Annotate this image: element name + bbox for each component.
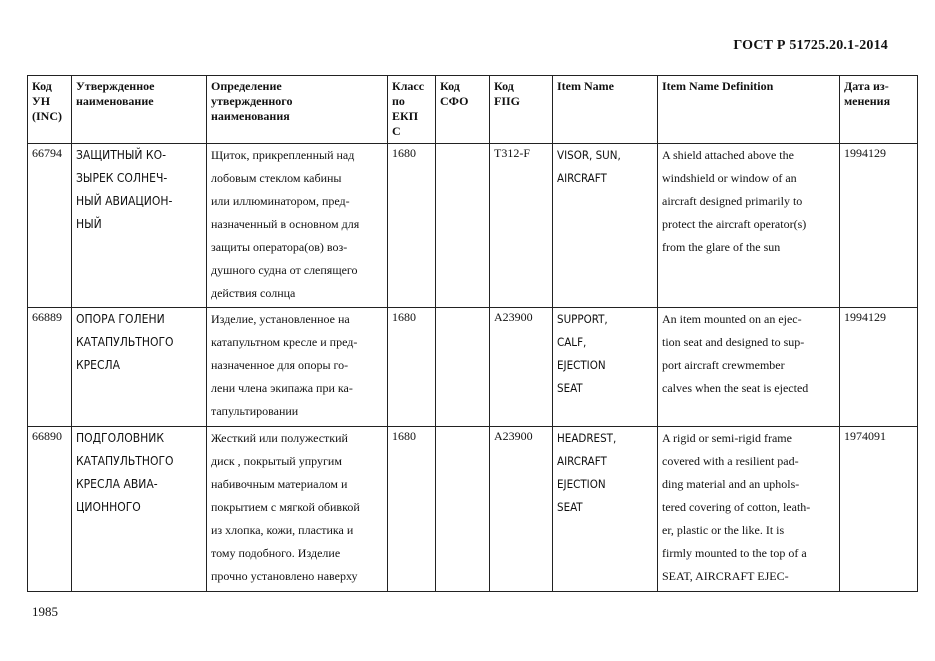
table-header-row xyxy=(28,76,918,144)
cell-change-date: 1974091 xyxy=(840,427,918,592)
cell-fiig-code: A23900 xyxy=(490,427,553,592)
page-number: 1985 xyxy=(32,604,58,619)
header-item-name: Item Name xyxy=(553,76,658,144)
header-sfo-code: Код СФО xyxy=(436,76,490,144)
document-code: ГОСТ Р 51725.20.1-2014 xyxy=(733,38,888,53)
cell-approved-name: ОПОРА ГОЛЕНИ КАТАПУЛЬТНОГО КРЕСЛА xyxy=(72,308,207,427)
cell-item-name: SUPPORT, CALF, EJECTION SEAT xyxy=(553,308,658,427)
cell-inc-code: 66794 xyxy=(28,144,72,308)
cell-inc-code: 66890 xyxy=(28,427,72,592)
cell-approved-name: ЗАЩИТНЫЙ КО- ЗЫРЕК СОЛНЕЧ- НЫЙ АВИАЦИОН- НЫЙ xyxy=(72,144,207,308)
cell-change-date: 1994129 xyxy=(840,144,918,308)
cell-fiig-code: A23900 xyxy=(490,308,553,427)
approved-names-table xyxy=(27,75,918,592)
cell-class: 1680 xyxy=(388,144,436,308)
cell-name-definition: Жесткий или полужесткий диск , покрытый упругим набивочным материалом и покрытием с мягкой обивкой из хлопка, кожи, пластика и тому подобного. Изделие прочно установлено наверху xyxy=(207,427,388,592)
header-name-definition: Определение утвержденного наименования xyxy=(207,76,388,144)
header-item-name-definition: Item Name Definition xyxy=(658,76,840,144)
cell-fiig-code: T312-F xyxy=(490,144,553,308)
cell-sfo-code xyxy=(436,427,490,592)
cell-sfo-code xyxy=(436,144,490,308)
cell-item-name-definition: An item mounted on an ejec- tion seat and designed to sup- port aircraft crewmember calves when the seat is ejected xyxy=(658,308,840,427)
table-row xyxy=(28,308,918,427)
cell-item-name-definition: A rigid or semi-rigid frame covered with a resilient pad- ding material and an uphols- tered covering of cotton, leath- er, plastic or the like. It is firmly mounted to the top of a SEAT, AIRCRAFT EJEC- xyxy=(658,427,840,592)
cell-name-definition: Щиток, прикрепленный над лобовым стеклом кабины или иллюминатором, пред- назначенный в основном для защиты оператора(ов) воз- душного судна от слепящего действия солнца xyxy=(207,144,388,308)
cell-item-name-definition: A shield attached above the windshield or window of an aircraft designed primarily to protect the aircraft operator(s) from the glare of the sun xyxy=(658,144,840,308)
cell-inc-code: 66889 xyxy=(28,308,72,427)
header-approved-name: Утвержденное наименование xyxy=(72,76,207,144)
cell-sfo-code xyxy=(436,308,490,427)
cell-change-date: 1994129 xyxy=(840,308,918,427)
table-row xyxy=(28,144,918,308)
header-class: Класс по ЕКП С xyxy=(388,76,436,144)
cell-item-name: HEADREST, AIRCRAFT EJECTION SEAT xyxy=(553,427,658,592)
cell-approved-name: ПОДГОЛОВНИК КАТАПУЛЬТНОГО КРЕСЛА АВИА- ЦИОННОГО xyxy=(72,427,207,592)
table-row xyxy=(28,427,918,592)
cell-item-name: VISOR, SUN, AIRCRAFT xyxy=(553,144,658,308)
cell-class: 1680 xyxy=(388,308,436,427)
header-inc-code: Код УН (INC) xyxy=(28,76,72,144)
header-change-date: Дата из- менения xyxy=(840,76,918,144)
cell-name-definition: Изделие, установленное на катапультном кресле и пред- назначенное для опоры го- лени члена экипажа при ка- тапультировании xyxy=(207,308,388,427)
cell-class: 1680 xyxy=(388,427,436,592)
header-fiig-code: Код FIIG xyxy=(490,76,553,144)
